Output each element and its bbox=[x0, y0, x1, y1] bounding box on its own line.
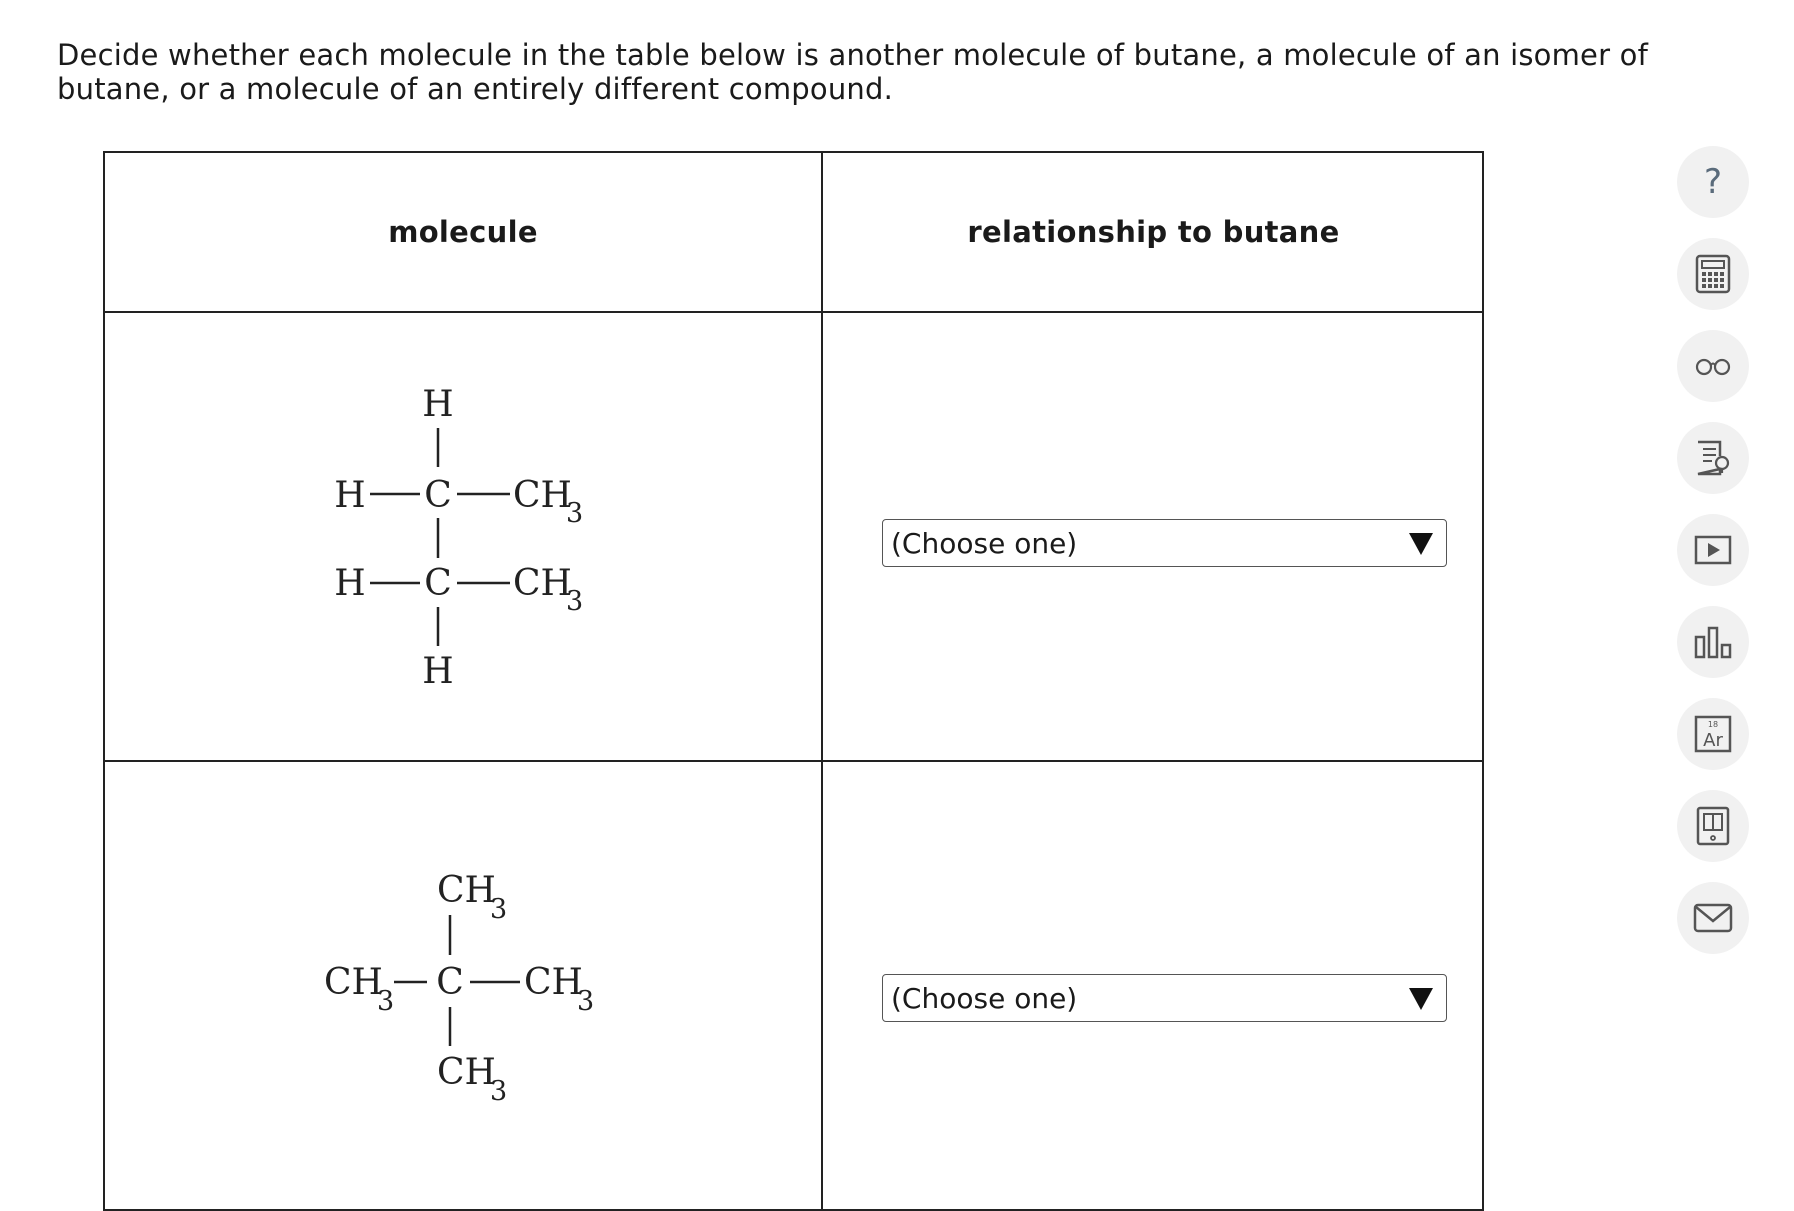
calculator-icon bbox=[1695, 254, 1731, 294]
atom-h-top: H bbox=[422, 384, 454, 425]
molecule-1 bbox=[105, 313, 821, 760]
periodic-table-icon bbox=[1694, 715, 1732, 753]
notes-button[interactable] bbox=[1677, 422, 1749, 494]
molecule-2 bbox=[105, 762, 821, 1207]
atom-h-left-1: H bbox=[334, 475, 366, 516]
textbook-icon bbox=[1695, 806, 1731, 846]
glasses-icon bbox=[1694, 356, 1732, 376]
header-molecule: molecule bbox=[388, 215, 538, 249]
video-button[interactable] bbox=[1677, 514, 1749, 586]
atom-h-bottom: H bbox=[422, 651, 454, 692]
reading-aid-button[interactable] bbox=[1677, 330, 1749, 402]
message-button[interactable] bbox=[1677, 882, 1749, 954]
periodic-symbol: Ar bbox=[1703, 730, 1723, 751]
atom-c-center: C bbox=[436, 962, 464, 1003]
subscript-3: 3 bbox=[377, 986, 395, 1017]
periodic-number: 18 bbox=[1707, 720, 1719, 729]
select-value: (Choose one) bbox=[891, 526, 1078, 560]
subscript-3: 3 bbox=[566, 498, 584, 529]
relationship-select-2[interactable] bbox=[882, 974, 1447, 1022]
group-ch3-1: CH bbox=[513, 475, 572, 516]
subscript-3: 3 bbox=[490, 1076, 508, 1107]
dropdown-arrow-icon bbox=[1409, 988, 1433, 1010]
subscript-3: 3 bbox=[577, 986, 595, 1017]
calculator-button[interactable] bbox=[1677, 238, 1749, 310]
help-icon: ? bbox=[1703, 162, 1723, 202]
atom-c-2: C bbox=[424, 563, 452, 604]
atom-h-left-2: H bbox=[334, 563, 366, 604]
periodic-table-button[interactable] bbox=[1677, 698, 1749, 770]
textbook-button[interactable] bbox=[1677, 790, 1749, 862]
group-ch3-bottom: CH bbox=[437, 1052, 496, 1093]
chart-icon bbox=[1693, 625, 1733, 659]
video-icon bbox=[1694, 535, 1732, 565]
molecule-2-structure bbox=[105, 762, 821, 1207]
question-table bbox=[103, 151, 1484, 1211]
group-ch3-left: CH bbox=[324, 962, 383, 1003]
data-button[interactable] bbox=[1677, 606, 1749, 678]
group-ch3-2: CH bbox=[513, 563, 572, 604]
help-button[interactable] bbox=[1677, 146, 1749, 218]
dropdown-arrow-icon bbox=[1409, 533, 1433, 555]
header-relationship: relationship to butane bbox=[967, 215, 1340, 249]
subscript-3: 3 bbox=[566, 586, 584, 617]
relationship-select-1[interactable] bbox=[882, 519, 1447, 567]
atom-c-1: C bbox=[424, 475, 452, 516]
notes-icon bbox=[1694, 439, 1732, 477]
molecule-1-structure bbox=[105, 313, 821, 760]
group-ch3-right: CH bbox=[524, 962, 583, 1003]
mail-icon bbox=[1693, 903, 1733, 933]
group-ch3-top: CH bbox=[437, 870, 496, 911]
select-value: (Choose one) bbox=[891, 981, 1078, 1015]
question-instructions: Decide whether each molecule in the table below is another molecule of butane, a molecule of an isomer of butane, or a molecule of an entirely different compound. bbox=[57, 38, 1648, 106]
subscript-3: 3 bbox=[490, 894, 508, 925]
